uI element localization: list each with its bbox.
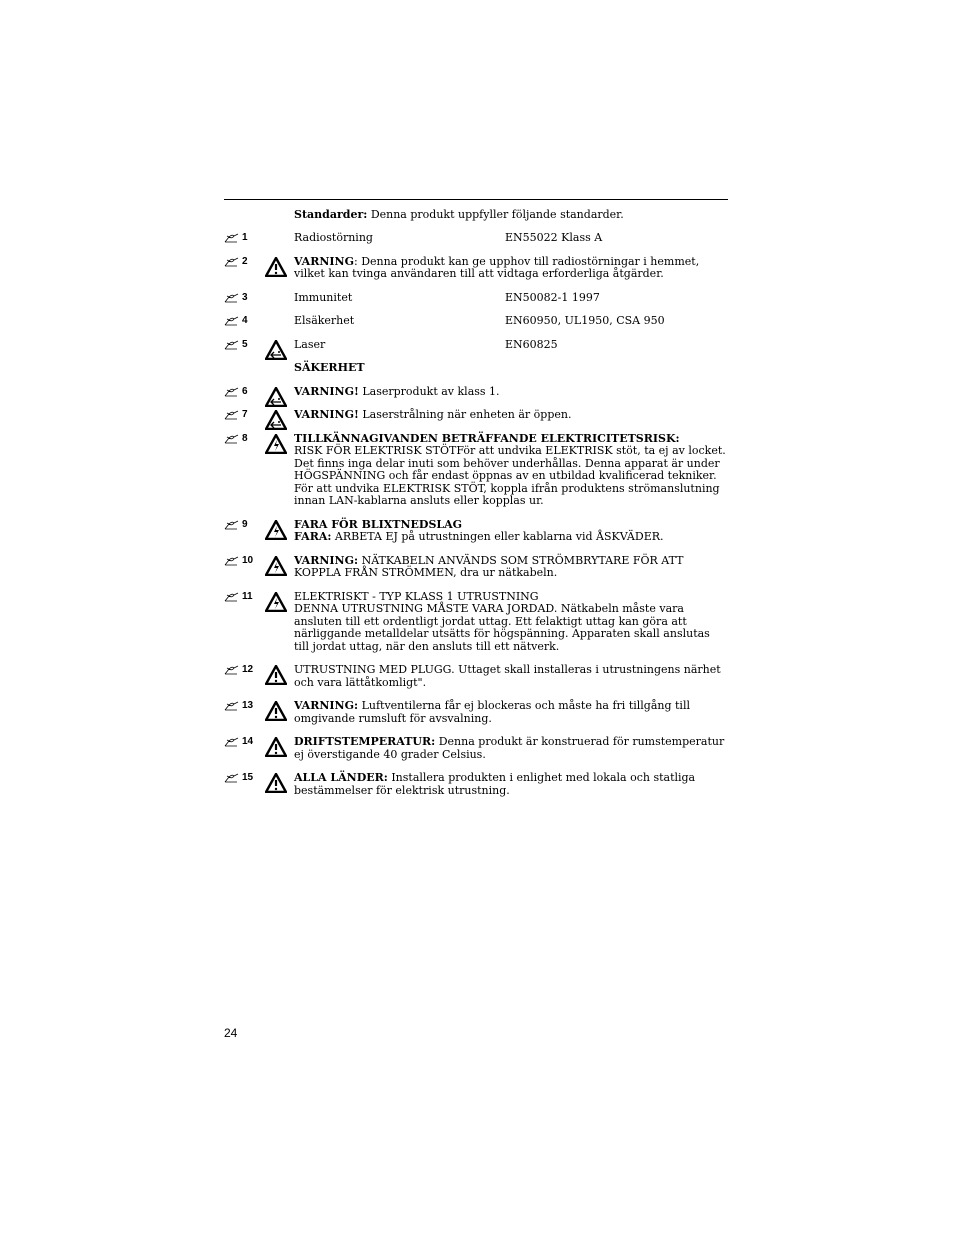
item-number: 11 (224, 591, 264, 654)
laser-warning-icon (265, 340, 287, 360)
item-3 (224, 292, 728, 305)
item-number: 5 (224, 339, 264, 352)
top-rule (224, 199, 728, 200)
pen-icon (224, 233, 239, 243)
item-number: 9 (224, 519, 264, 544)
electric-hazard-icon (265, 592, 287, 612)
pen-icon (224, 434, 239, 444)
item-7: 7 VARNING! Laserstrålning när enheten är öppen. (224, 409, 728, 422)
item-number: 6 (224, 386, 264, 399)
pen-icon (224, 410, 239, 420)
standards-header (224, 208, 728, 221)
pen-icon (224, 665, 239, 675)
standard-value: EN60825 (505, 337, 558, 351)
item-14: 14 DRIFTSTEMPERATUR: Denna produkt är konstruerad för rumstemperatur ej överstigande 40 grader Celsius. (224, 736, 728, 761)
standard-value: EN55022 Klass A (505, 231, 603, 244)
pen-icon (224, 387, 239, 397)
page-number: 24 (224, 1026, 238, 1040)
electric-hazard-icon (265, 520, 287, 540)
item-12: 12 UTRUSTNING MED PLUGG. Uttaget skall installeras i utrustningens närhet och vara lättåtkomligt". (224, 664, 728, 689)
pen-icon (224, 520, 239, 530)
section-title: SÄKERHET (294, 361, 365, 374)
pen-icon (224, 340, 239, 350)
item-2: 2 VARNING: Denna produkt kan ge upphov till radiostörningar i hemmet, vilket kan tvinga användaren till att vidtaga erforderliga åtgärder. (224, 256, 728, 281)
item-number: 8 (224, 433, 264, 508)
item-number: 4 (224, 315, 264, 328)
item-13: 13 VARNING: Luftventilerna får ej blockeras och måste ha fri tillgång till omgivande rumsluft för avsvalning. (224, 700, 728, 725)
item-number: 15 (224, 772, 264, 797)
laser-warning-icon (265, 410, 287, 430)
item-5 (224, 339, 728, 352)
warning-triangle-icon (265, 773, 287, 793)
standard-name: Radiostörning (294, 231, 373, 244)
pen-icon (224, 592, 239, 602)
pen-icon (224, 257, 239, 267)
item-number: 2 (224, 256, 264, 281)
warning-triangle-icon (265, 257, 287, 277)
item-6: 6 VARNING! Laserprodukt av klass 1. (224, 386, 728, 399)
standards-page (224, 208, 728, 797)
pen-icon (224, 316, 239, 326)
item-10: 10 VARNING: NÄTKABELN ANVÄNDS SOM STRÖMBRYTARE FÖR ATT KOPPLA FRÅN STRÖMMEN, dra ur nätkabeln. (224, 555, 728, 580)
standard-name: Elsäkerhet (294, 314, 355, 327)
standard-name: Immunitet (294, 290, 353, 304)
standards-label: Standarder: (294, 208, 368, 221)
item-15: 15 ALLA LÄNDER: Installera produkten i enlighet med lokala och statliga bestämmelser för elektrisk utrustning. (224, 772, 728, 797)
item-9: 9 FARA FÖR BLIXTNEDSLAG FARA: ARBETA EJ på utrustningen eller kablarna vid ÅSKVÄDER. (224, 519, 728, 544)
pen-icon (224, 293, 239, 303)
electric-hazard-icon (265, 556, 287, 576)
item-number: 7 (224, 409, 264, 422)
item-1 (224, 232, 728, 245)
pen-icon (224, 773, 239, 783)
item-number: 14 (224, 736, 264, 761)
item-8: 8 TILLKÄNNAGIVANDEN BETRÄFFANDE ELEKTRICITETSRISK: RISK FÖR ELEKTRISK STÖTFör att undvika ELEKTRISK stöt, ta ej av locket. Det finns inga delar inuti som behöver underhållas. Denna apparat är under HÖGSPÄNNING och får endast öppnas av en utbildad kvalificerad tekniker. För att undvika ELEKTRISK STÖT, koppla ifrån produktens strömanslutning innan LAN-kablarna ansluts eller kopplas ur. (224, 433, 728, 508)
item-number: 12 (224, 664, 264, 689)
pen-icon (224, 556, 239, 566)
item-number: 1 (224, 232, 264, 245)
item-number: 10 (224, 555, 264, 580)
warning-triangle-icon (265, 701, 287, 721)
laser-warning-icon (265, 387, 287, 407)
warning-triangle-icon (265, 665, 287, 685)
item-4 (224, 315, 728, 328)
item-11: 11 ELEKTRISKT - TYP KLASS 1 UTRUSTNING DENNA UTRUSTNING MÅSTE VARA JORDAD. Nätkabeln måste vara ansluten till ett ordentligt jordat uttag. Ett felaktigt uttag kan göra att närliggande metalldelar utsätts för högspänning. Apparaten skall anslutas till jordat uttag, när den ansluts till ett nätverk. (224, 591, 728, 654)
pen-icon (224, 737, 239, 747)
warning-triangle-icon (265, 737, 287, 757)
item-number: 3 (224, 292, 264, 305)
pen-icon (224, 701, 239, 711)
item-number: 13 (224, 700, 264, 725)
standards-intro: Denna produkt uppfyller följande standarder. (370, 208, 624, 221)
standard-value: EN60950, UL1950, CSA 950 (505, 314, 665, 327)
standard-value: EN50082-1 1997 (505, 290, 600, 304)
electric-hazard-icon (265, 434, 287, 454)
standard-name: Laser (294, 337, 326, 351)
